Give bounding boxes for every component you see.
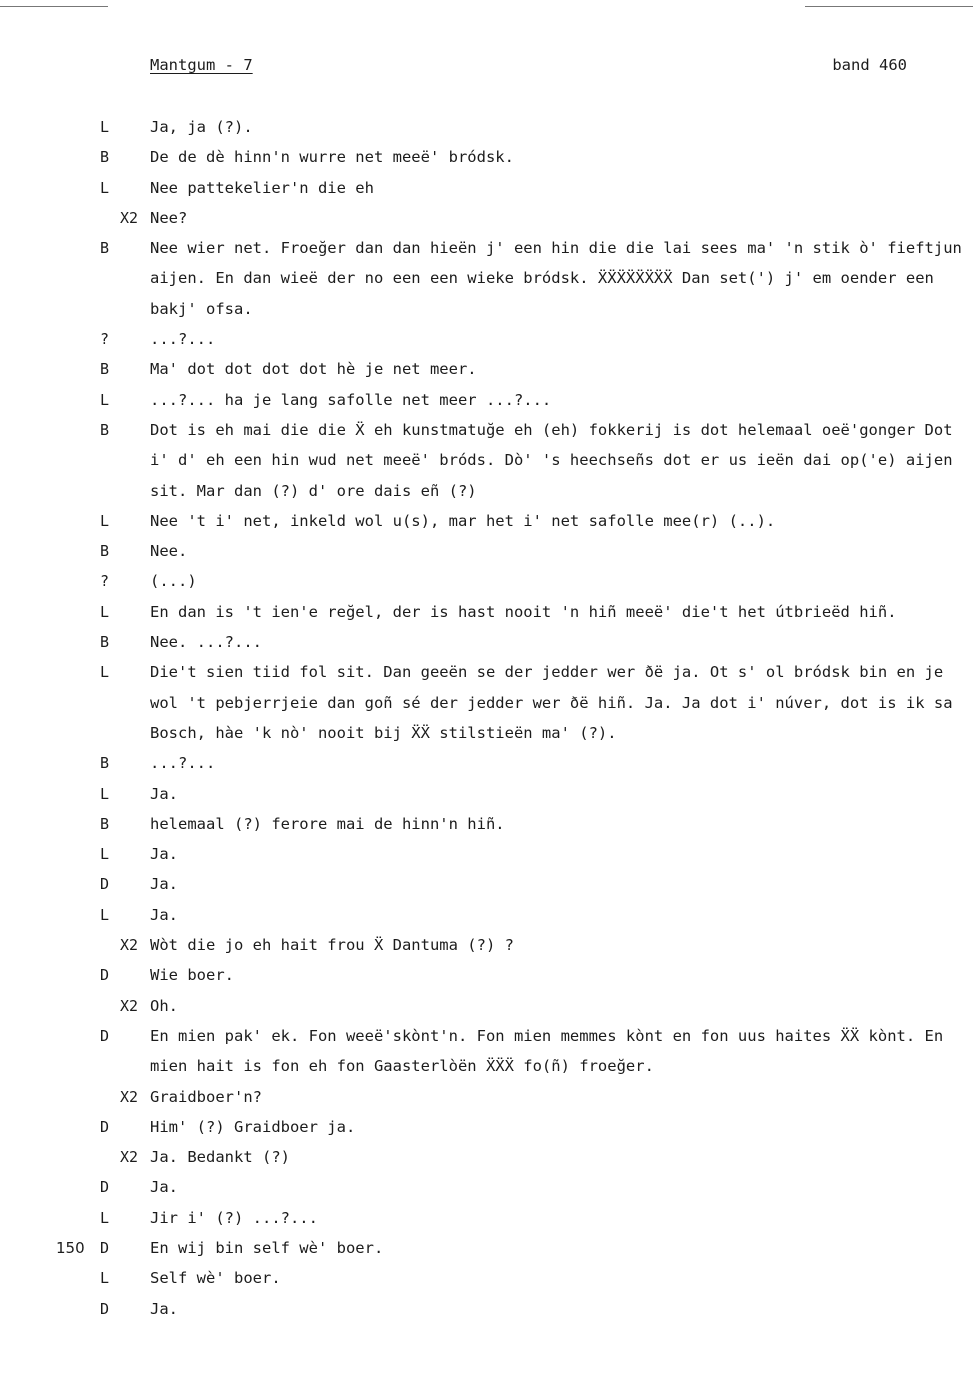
utterance-text: Self wè' boer. xyxy=(150,1269,281,1288)
utterance-text: En wij bin self wè' boer. xyxy=(150,1238,384,1257)
utterance-text: Ja. xyxy=(150,875,178,894)
transcript-turn xyxy=(0,415,973,506)
speaker-label: D xyxy=(100,966,110,985)
utterance-text: Him' (?) Graidboer ja. xyxy=(150,1117,356,1136)
speaker-label: D xyxy=(100,1299,110,1318)
transcript-body xyxy=(0,112,973,1324)
utterance-text: Ja. xyxy=(150,784,178,803)
speaker-label: B xyxy=(100,239,110,258)
speaker-label: L xyxy=(100,845,110,864)
transcript-turn xyxy=(0,203,973,233)
transcript-turn xyxy=(0,930,973,960)
speaker-label: L xyxy=(100,602,110,621)
transcript-turn xyxy=(0,233,973,324)
utterance-text: Nee 't i' net, inkeld wol u(s), mar het i' net safolle mee(r) (..). xyxy=(150,511,776,530)
band-number: band 460 xyxy=(832,56,907,74)
transcript-turn xyxy=(0,597,973,627)
utterance-text: De de dè hinn'n wurre net meeë' bródsk. xyxy=(150,148,514,167)
utterance-text: En mien pak' ek. Fon weeë'skònt'n. Fon mien memmes kònt en fon uus haites ẌẌ kònt. En mien hait is fon eh fon Gaasterlòën ẌẌẌ fo(ñ) froeğer. xyxy=(150,1026,944,1076)
transcript-turn xyxy=(0,566,973,596)
transcript-turn xyxy=(0,809,973,839)
transcript-turn xyxy=(0,112,973,142)
utterance-text: Dot is eh mai die die Ẍ eh kunstmatuğe eh (eh) fokkerij is dot helemaal oeë'gonger Dot i' d' eh een hin wud net meeë' bróds. Dò' 's heechseñs dot er us ieën dai op('e) aijen sit. Mar dan (?) d' ore dais eñ (?) xyxy=(150,420,953,500)
top-right-rule xyxy=(805,6,973,7)
speaker-label: L xyxy=(100,1208,110,1227)
speaker-label: B xyxy=(100,148,110,167)
transcript-turn xyxy=(0,506,973,536)
speaker-label: L xyxy=(100,1269,110,1288)
speaker-label: L xyxy=(100,390,110,409)
transcript-turn xyxy=(0,1294,973,1324)
speaker-label: B xyxy=(100,420,110,439)
transcript-turn xyxy=(0,536,973,566)
speaker-label: L xyxy=(100,178,110,197)
speaker-label: X2 xyxy=(120,1148,139,1167)
line-number: 150 xyxy=(56,1238,85,1257)
speaker-label: L xyxy=(100,118,110,136)
transcript-turn xyxy=(0,1021,973,1082)
transcript-turn xyxy=(0,1082,973,1112)
transcript-turn xyxy=(0,627,973,657)
page-title: Mantgum - 7 xyxy=(150,56,253,74)
utterance-text: Ja. Bedankt (?) xyxy=(150,1148,290,1167)
speaker-label: L xyxy=(100,905,110,924)
transcript-turn xyxy=(0,900,973,930)
utterance-text: ...?... ha je lang safolle net meer ...?... xyxy=(150,390,552,409)
transcript-turn xyxy=(0,173,973,203)
utterance-text: Ja. xyxy=(150,1299,178,1318)
utterance-text: En dan is 't ien'e reğel, der is hast nooit 'n hiñ meeë' die't het útbrieëd hiñ. xyxy=(150,602,897,621)
transcript-turn xyxy=(0,869,973,899)
transcript-turn xyxy=(0,1112,973,1142)
transcript-turn xyxy=(0,354,973,384)
speaker-label: B xyxy=(100,633,110,652)
utterance-text: Graidboer'n? xyxy=(150,1087,262,1106)
utterance-text: ...?... xyxy=(150,754,216,773)
utterance-text: Die't sien tiid fol sit. Dan geeën se der jedder wer ðë ja. Ot s' ol bródsk bin en je wol 't pebjerrjeie dan goñ sé der jedder wer ðë hiñ. Ja. Ja dot i' núver, dot is ik sa Bosch, hàe 'k nò' nooit bij ẌẌ stilstieën ma' (?). xyxy=(150,663,953,742)
utterance-text: (...) xyxy=(150,572,197,591)
speaker-label: L xyxy=(100,784,110,803)
speaker-label: D xyxy=(100,875,110,894)
utterance-text: Ma' dot dot dot dot hè je net meer. xyxy=(150,360,477,379)
utterance-text: ...?... xyxy=(150,330,216,349)
speaker-label: B xyxy=(100,360,110,379)
speaker-label: ? xyxy=(100,330,110,349)
speaker-label: X2 xyxy=(120,1087,139,1106)
transcript-turn xyxy=(0,385,973,415)
speaker-label: X2 xyxy=(120,996,139,1015)
transcript-turn xyxy=(0,1142,973,1172)
transcript-turn xyxy=(0,960,973,990)
utterance-text: Ja. xyxy=(150,845,178,864)
transcript-turn xyxy=(0,748,973,778)
transcript-turn xyxy=(0,991,973,1021)
speaker-label: L xyxy=(100,511,110,530)
speaker-label: B xyxy=(100,542,110,561)
transcript-turn xyxy=(0,1233,973,1263)
top-left-rule xyxy=(0,6,108,7)
speaker-label: D xyxy=(100,1026,110,1045)
transcript-turn xyxy=(0,324,973,354)
utterance-text: Nee? xyxy=(150,208,188,227)
transcript-turn xyxy=(0,1203,973,1233)
utterance-text: Wie boer. xyxy=(150,966,234,985)
transcript-turn xyxy=(0,1263,973,1293)
utterance-text: Nee pattekelier'n die eh xyxy=(150,178,374,197)
speaker-label: X2 xyxy=(120,936,139,955)
speaker-label: B xyxy=(100,814,110,833)
utterance-text: helemaal (?) ferore mai de hinn'n hiñ. xyxy=(150,814,505,833)
speaker-label: D xyxy=(100,1178,110,1197)
utterance-text: Nee. ...?... xyxy=(150,633,262,652)
utterance-text: Ja. xyxy=(150,905,178,924)
speaker-label: D xyxy=(100,1238,110,1257)
transcript-turn xyxy=(0,1172,973,1202)
transcript-turn xyxy=(0,142,973,172)
speaker-label: X2 xyxy=(120,208,139,227)
speaker-label: D xyxy=(100,1117,110,1136)
speaker-label: ? xyxy=(100,572,110,591)
transcript-turn xyxy=(0,779,973,809)
transcript-turn xyxy=(0,657,973,748)
utterance-text: Wòt die jo eh hait frou Ẍ Dantuma (?) ? xyxy=(150,936,514,955)
speaker-label: B xyxy=(100,754,110,773)
utterance-text: Nee. xyxy=(150,542,188,561)
transcript-turn xyxy=(0,839,973,869)
utterance-text: Oh. xyxy=(150,996,178,1015)
speaker-label: L xyxy=(100,663,110,682)
utterance-text: Nee wier net. Froeğer dan dan hieën j' een hin die die lai sees ma' 'n stik ò' fieftjun aijen. En dan wieë der no een een wieke bródsk. ẌẌẌẌẌẌẌẌ Dan set(') j' em oender een bakj' ofsa. xyxy=(150,239,962,318)
utterance-text: Ja. xyxy=(150,1178,178,1197)
utterance-text: Ja, ja (?). xyxy=(150,118,253,136)
utterance-text: Jir i' (?) ...?... xyxy=(150,1208,318,1227)
